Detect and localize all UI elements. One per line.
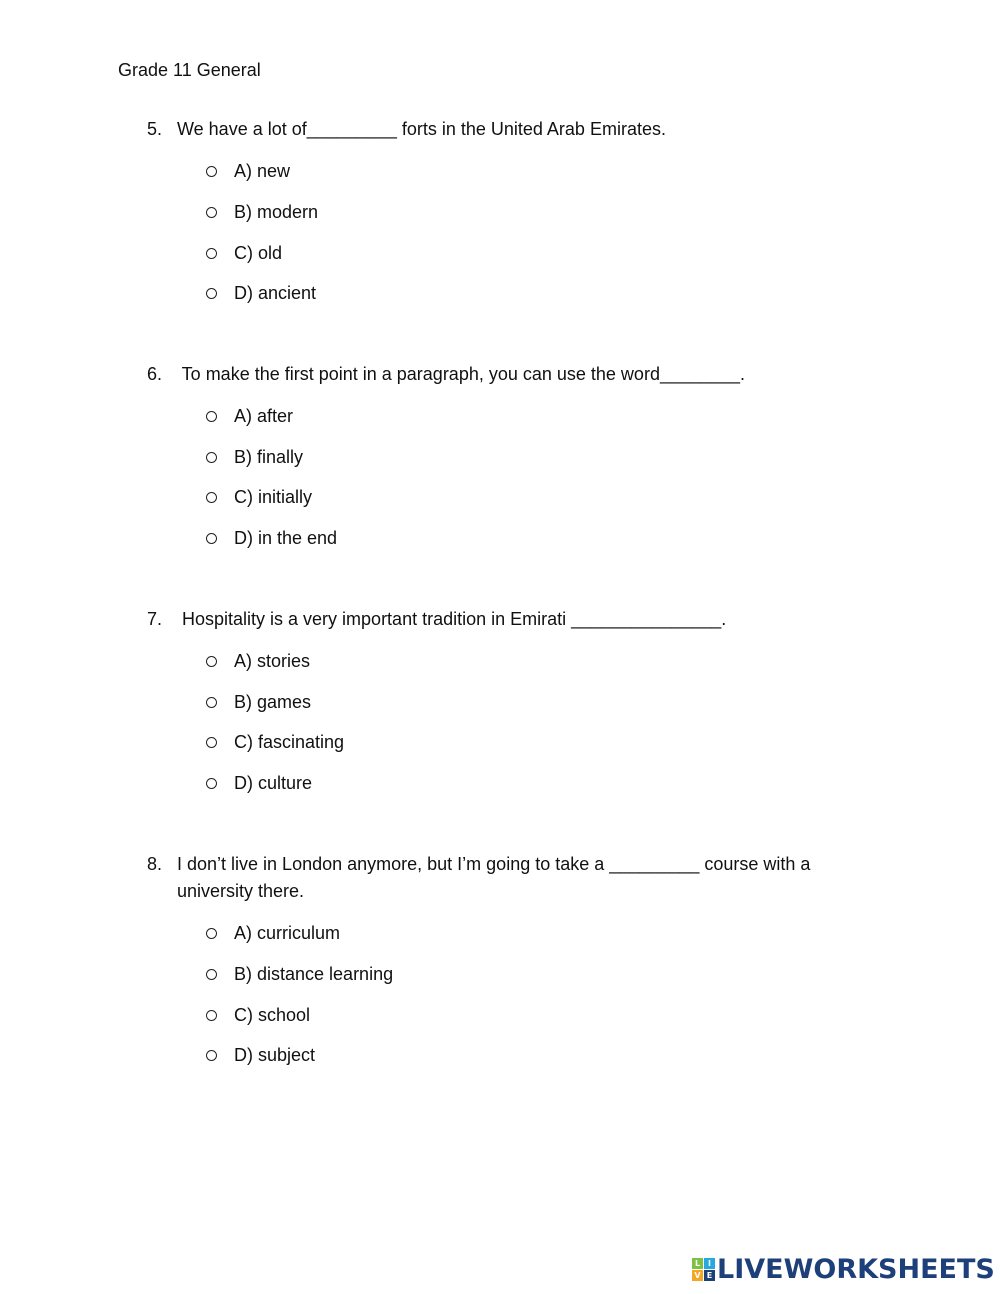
radio-bullet-icon [206, 207, 217, 218]
radio-bullet-icon [206, 969, 217, 980]
question-number: 6. [147, 364, 163, 384]
option-label: A) stories [234, 651, 311, 671]
option-label: B) games [234, 692, 312, 712]
radio-bullet-icon [206, 288, 217, 299]
question-8 [147, 851, 847, 905]
question-text: We have a lot of_________ forts in the United Arab Emirates. [177, 119, 666, 139]
option-label: B) modern [234, 202, 319, 222]
question-7 [147, 606, 847, 633]
option-5a[interactable] [206, 159, 290, 183]
question-number: 7. [147, 609, 163, 629]
option-label: B) finally [234, 447, 304, 467]
option-6b[interactable] [206, 445, 303, 469]
question-text: I don’t live in London anymore, but I’m going to take a _________ course with a university there. [177, 854, 811, 901]
option-8c[interactable] [206, 1003, 310, 1027]
radio-bullet-icon [206, 452, 217, 463]
radio-bullet-icon [206, 166, 217, 177]
logo-tile-v: V [692, 1270, 703, 1281]
option-label: C) fascinating [234, 732, 345, 752]
radio-bullet-icon [206, 492, 217, 503]
radio-bullet-icon [206, 928, 217, 939]
question-text: To make the first point in a paragraph, you can use the word________. [177, 364, 746, 384]
page-header: Grade 11 General [118, 60, 261, 80]
option-5d[interactable] [206, 281, 316, 305]
option-7a[interactable] [206, 649, 310, 673]
logo-tile-i: I [704, 1258, 715, 1269]
option-6d[interactable] [206, 526, 337, 550]
option-8d[interactable] [206, 1043, 315, 1067]
option-label: A) curriculum [234, 923, 341, 943]
question-6 [147, 361, 847, 388]
option-8b[interactable] [206, 962, 393, 986]
option-label: D) subject [234, 1045, 316, 1065]
question-5 [147, 116, 847, 143]
radio-bullet-icon [206, 1010, 217, 1021]
option-label: D) culture [234, 773, 313, 793]
logo-tile-e: E [704, 1270, 715, 1281]
option-8a[interactable] [206, 921, 340, 945]
option-6c[interactable] [206, 485, 312, 509]
radio-bullet-icon [206, 1050, 217, 1061]
option-7d[interactable] [206, 771, 312, 795]
option-7c[interactable] [206, 730, 344, 754]
option-label: A) new [234, 161, 291, 181]
option-6a[interactable] [206, 404, 293, 428]
radio-bullet-icon [206, 778, 217, 789]
option-label: B) distance learning [234, 964, 394, 984]
option-label: C) old [234, 243, 283, 263]
radio-bullet-icon [206, 411, 217, 422]
option-label: C) school [234, 1005, 311, 1025]
option-5b[interactable] [206, 200, 318, 224]
logo-text: LIVEWORKSHEETS [717, 1253, 995, 1285]
question-text: Hospitality is a very important tradition in Emirati _______________. [177, 609, 727, 629]
radio-bullet-icon [206, 737, 217, 748]
liveworksheets-logo [692, 1252, 995, 1286]
option-7b[interactable] [206, 690, 311, 714]
radio-bullet-icon [206, 248, 217, 259]
radio-bullet-icon [206, 697, 217, 708]
option-label: D) in the end [234, 528, 338, 548]
logo-mark-icon [692, 1258, 715, 1281]
option-label: C) initially [234, 487, 313, 507]
radio-bullet-icon [206, 656, 217, 667]
question-number: 5. [147, 119, 163, 139]
question-number: 8. [147, 854, 163, 874]
option-5c[interactable] [206, 241, 282, 265]
radio-bullet-icon [206, 533, 217, 544]
option-label: D) ancient [234, 283, 317, 303]
logo-tile-l: L [692, 1258, 703, 1269]
option-label: A) after [234, 406, 294, 426]
